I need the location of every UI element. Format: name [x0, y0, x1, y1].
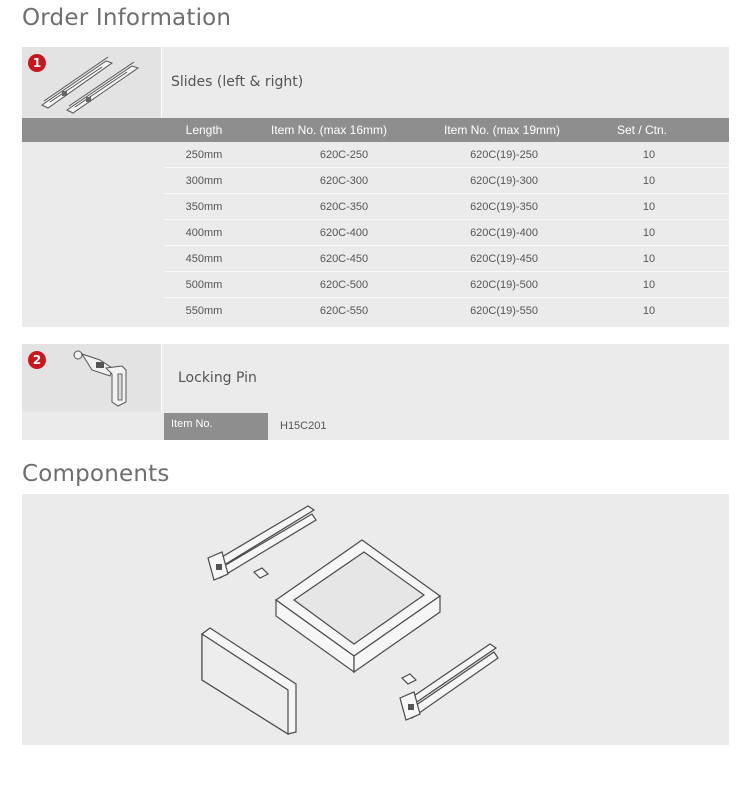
column-header-item19: Item No. (max 19mm): [443, 123, 560, 137]
table-row: [164, 298, 729, 324]
cell-length: 300mm: [185, 175, 223, 187]
cell-item19: 620C(19)-450: [470, 253, 538, 265]
table-row: [164, 142, 729, 168]
cell-set-ctn: 10: [642, 279, 656, 291]
cell-item16: 620C-350: [319, 201, 369, 213]
cell-set-ctn: 10: [642, 149, 656, 161]
cell-length: 250mm: [185, 149, 223, 161]
table-row: [164, 220, 729, 246]
order-information-heading: Order Information: [22, 5, 232, 31]
cell-item16: 620C-400: [319, 227, 369, 239]
cell-length: 500mm: [185, 279, 223, 291]
cell-item16: 620C-300: [319, 175, 369, 187]
item-no-value: H15C201: [280, 420, 327, 432]
exploded-drawer-diagram: [22, 494, 729, 745]
column-header-length: Length: [185, 123, 223, 137]
table-body: [164, 142, 729, 324]
column-header-item16: Item No. (max 16mm): [270, 123, 387, 137]
table-row: [164, 194, 729, 220]
number-badge: 1: [28, 54, 46, 72]
cell-item16: 620C-450: [319, 253, 369, 265]
locking-pin-thumbnail: [22, 344, 162, 412]
table-row: [164, 272, 729, 298]
product-title: Slides (left & right): [163, 47, 729, 118]
table-row: [164, 246, 729, 272]
column-header-set-ctn: Set / Ctn.: [616, 123, 668, 137]
cell-item19: 620C(19)-300: [470, 175, 538, 187]
item-no-label: Item No.: [164, 413, 268, 440]
cell-set-ctn: 10: [642, 175, 656, 187]
number-badge: 2: [28, 351, 46, 369]
cell-item16: 620C-550: [319, 305, 369, 317]
cell-length: 350mm: [185, 201, 223, 213]
slides-thumbnail: [22, 47, 162, 118]
components-heading: Components: [22, 461, 170, 487]
cell-set-ctn: 10: [642, 305, 656, 317]
cell-length: 450mm: [185, 253, 223, 265]
cell-set-ctn: 10: [642, 253, 656, 265]
cell-item16: 620C-250: [319, 149, 369, 161]
cell-item19: 620C(19)-350: [470, 201, 538, 213]
cell-set-ctn: 10: [642, 227, 656, 239]
table-header: [22, 118, 729, 142]
cell-item19: 620C(19)-250: [470, 149, 538, 161]
components-illustration: [22, 494, 729, 745]
cell-length: 400mm: [185, 227, 223, 239]
cell-length: 550mm: [185, 305, 223, 317]
product-locking-pin: [22, 344, 729, 440]
cell-item19: 620C(19)-400: [470, 227, 538, 239]
item-row: [22, 413, 729, 440]
table-row: [164, 168, 729, 194]
cell-item19: 620C(19)-500: [470, 279, 538, 291]
cell-item19: 620C(19)-550: [470, 305, 538, 317]
product-title: Locking Pin: [163, 344, 729, 412]
cell-set-ctn: 10: [642, 201, 656, 213]
product-slides: [22, 47, 729, 327]
cell-item16: 620C-500: [319, 279, 369, 291]
